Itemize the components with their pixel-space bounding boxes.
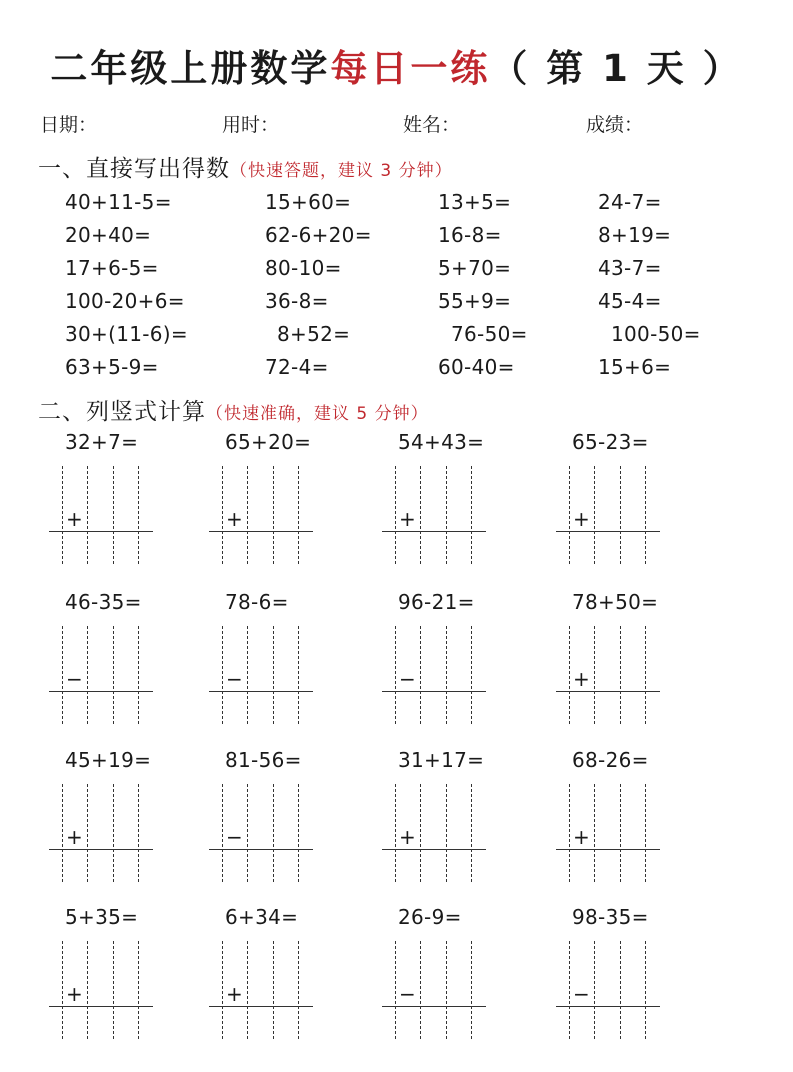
vertical-problem: 5+35= [65, 905, 139, 929]
oral-problem: 24-7= [598, 190, 662, 214]
column-guide [471, 626, 472, 724]
column-guide [395, 784, 396, 882]
vertical-problem: 26-9= [398, 905, 462, 929]
vertical-problem: 6+34= [225, 905, 299, 929]
column-guide [645, 941, 646, 1039]
column-guide [569, 784, 570, 882]
answer-line [556, 531, 660, 532]
answer-line [49, 691, 153, 692]
vertical-problem: 54+43= [398, 430, 485, 454]
section2-note: （快速准确，建议 5 分钟） [206, 404, 429, 424]
oral-problem: 5+70= [438, 256, 512, 280]
oral-problem: 30+(11-6)= [65, 322, 188, 346]
column-guide [138, 941, 139, 1039]
title-highlight: 每日一练 [330, 47, 491, 90]
column-guide [446, 626, 447, 724]
column-guide [62, 466, 63, 564]
column-guide [594, 941, 595, 1039]
operator-sign: − [226, 825, 243, 849]
column-guide [273, 941, 274, 1039]
column-guide [420, 784, 421, 882]
answer-line [556, 1006, 660, 1007]
vertical-problem: 65+20= [225, 430, 312, 454]
column-guide [471, 784, 472, 882]
oral-problem: 63+5-9= [65, 355, 159, 379]
section2-heading [38, 393, 429, 426]
column-guide [446, 941, 447, 1039]
column-guide [298, 941, 299, 1039]
column-guide [594, 784, 595, 882]
score-field [586, 110, 643, 134]
column-guide [645, 466, 646, 564]
operator-sign: + [573, 825, 590, 849]
column-guide [113, 941, 114, 1039]
oral-problem: 60-40= [438, 355, 515, 379]
answer-line [49, 849, 153, 850]
name-label: 姓名： [403, 114, 461, 136]
column-guide [222, 626, 223, 724]
title-day: （ 第 1 天 ） [490, 47, 743, 90]
oral-problem: 45-4= [598, 289, 662, 313]
column-guide [138, 784, 139, 882]
oral-problem: 13+5= [438, 190, 512, 214]
column-guide [273, 784, 274, 882]
name-field [403, 110, 460, 134]
column-guide [273, 466, 274, 564]
score-label: 成绩： [586, 114, 644, 136]
column-guide [594, 466, 595, 564]
operator-sign: − [399, 982, 416, 1006]
column-guide [395, 626, 396, 724]
column-guide [298, 466, 299, 564]
date-field [40, 110, 97, 134]
column-guide [620, 466, 621, 564]
answer-line [49, 531, 153, 532]
column-guide [247, 466, 248, 564]
column-guide [395, 941, 396, 1039]
section1-note: （快速答题，建议 3 分钟） [230, 161, 453, 181]
operator-sign: − [399, 667, 416, 691]
date-blank[interactable] [102, 110, 209, 134]
oral-problem: 62-6+20= [265, 223, 372, 247]
answer-line [209, 531, 313, 532]
vertical-problem: 46-35= [65, 590, 142, 614]
oral-problem: 16-8= [438, 223, 502, 247]
column-guide [113, 626, 114, 724]
oral-problem: 36-8= [265, 289, 329, 313]
oral-problem: 100-50= [611, 322, 701, 346]
operator-sign: + [66, 982, 83, 1006]
name-blank[interactable] [467, 110, 573, 134]
oral-problem: 15+60= [265, 190, 352, 214]
vertical-problem: 78+50= [572, 590, 659, 614]
answer-line [209, 1006, 313, 1007]
column-guide [620, 941, 621, 1039]
vertical-problem: 81-56= [225, 748, 302, 772]
column-guide [222, 784, 223, 882]
column-guide [222, 466, 223, 564]
vertical-problem: 45+19= [65, 748, 152, 772]
section2-title: 二、列竖式计算 [38, 399, 206, 425]
column-guide [62, 941, 63, 1039]
oral-problem: 8+19= [598, 223, 672, 247]
column-guide [113, 784, 114, 882]
column-guide [138, 626, 139, 724]
column-guide [247, 784, 248, 882]
answer-line [382, 1006, 486, 1007]
operator-sign: + [66, 507, 83, 531]
column-guide [620, 784, 621, 882]
column-guide [420, 626, 421, 724]
oral-problem: 80-10= [265, 256, 342, 280]
page-title [0, 38, 793, 92]
score-blank[interactable] [650, 110, 755, 134]
column-guide [645, 626, 646, 724]
oral-problem: 55+9= [438, 289, 512, 313]
date-label: 日期： [40, 114, 98, 136]
oral-problem: 100-20+6= [65, 289, 185, 313]
column-guide [138, 466, 139, 564]
oral-problem: 43-7= [598, 256, 662, 280]
column-guide [113, 466, 114, 564]
operator-sign: + [226, 982, 243, 1006]
operator-sign: − [66, 667, 83, 691]
operator-sign: + [66, 825, 83, 849]
column-guide [620, 626, 621, 724]
vertical-problem: 98-35= [572, 905, 649, 929]
answer-line [556, 691, 660, 692]
column-guide [62, 626, 63, 724]
vertical-problem: 32+7= [65, 430, 139, 454]
operator-sign: − [573, 982, 590, 1006]
oral-problem: 20+40= [65, 223, 152, 247]
column-guide [446, 466, 447, 564]
vertical-problem: 78-6= [225, 590, 289, 614]
column-guide [471, 466, 472, 564]
operator-sign: + [399, 825, 416, 849]
vertical-problem: 31+17= [398, 748, 485, 772]
column-guide [420, 941, 421, 1039]
column-guide [298, 784, 299, 882]
section1-title: 一、直接写出得数 [38, 156, 230, 182]
oral-problem: 72-4= [265, 355, 329, 379]
answer-line [382, 691, 486, 692]
answer-line [556, 849, 660, 850]
oral-problem: 40+11-5= [65, 190, 172, 214]
oral-problem: 8+52= [277, 322, 351, 346]
column-guide [247, 941, 248, 1039]
vertical-problem: 65-23= [572, 430, 649, 454]
answer-line [49, 1006, 153, 1007]
column-guide [594, 626, 595, 724]
answer-line [382, 531, 486, 532]
column-guide [569, 466, 570, 564]
oral-problem: 76-50= [451, 322, 528, 346]
oral-problem: 17+6-5= [65, 256, 159, 280]
column-guide [395, 466, 396, 564]
column-guide [569, 626, 570, 724]
operator-sign: + [399, 507, 416, 531]
column-guide [645, 784, 646, 882]
title-main: 二年级上册数学 [50, 47, 331, 90]
column-guide [569, 941, 570, 1039]
vertical-problem: 68-26= [572, 748, 649, 772]
column-guide [420, 466, 421, 564]
time-field [222, 110, 279, 134]
column-guide [87, 784, 88, 882]
time-label: 用时： [222, 114, 280, 136]
column-guide [298, 626, 299, 724]
answer-line [382, 849, 486, 850]
vertical-problem: 96-21= [398, 590, 475, 614]
column-guide [87, 626, 88, 724]
column-guide [471, 941, 472, 1039]
column-guide [87, 466, 88, 564]
section1-heading [38, 150, 453, 183]
answer-line [209, 691, 313, 692]
column-guide [222, 941, 223, 1039]
column-guide [273, 626, 274, 724]
operator-sign: − [226, 667, 243, 691]
answer-line [209, 849, 313, 850]
column-guide [247, 626, 248, 724]
time-blank[interactable] [286, 110, 391, 134]
operator-sign: + [226, 507, 243, 531]
oral-problem: 15+6= [598, 355, 672, 379]
column-guide [446, 784, 447, 882]
operator-sign: + [573, 507, 590, 531]
column-guide [62, 784, 63, 882]
column-guide [87, 941, 88, 1039]
operator-sign: + [573, 667, 590, 691]
